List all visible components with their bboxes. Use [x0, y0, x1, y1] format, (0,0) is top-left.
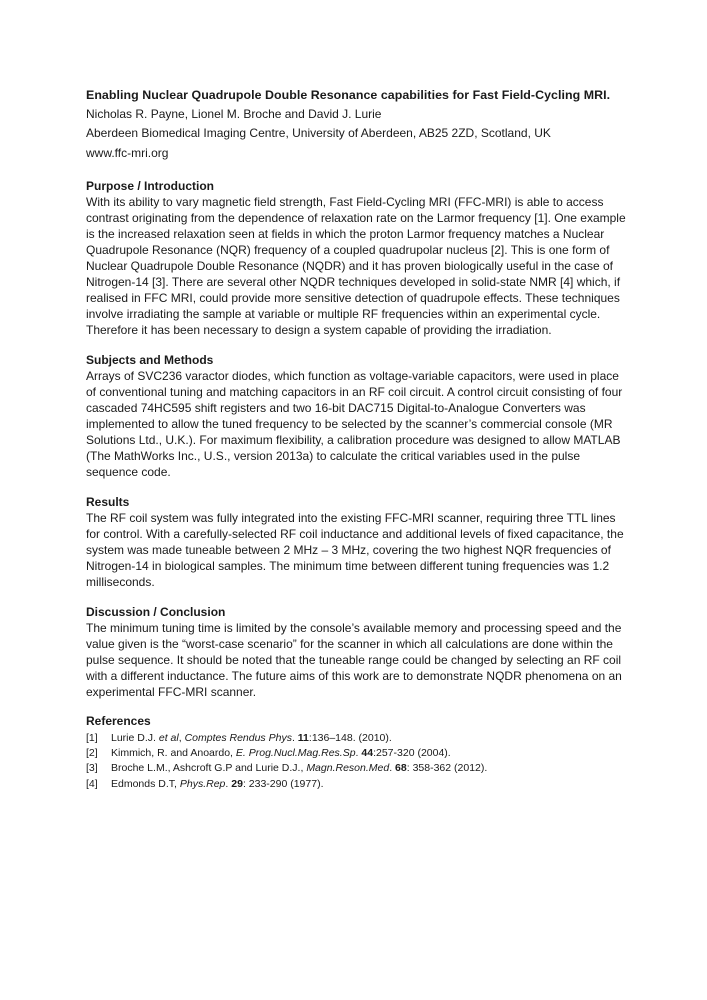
reference-volume: 11: [297, 731, 309, 744]
reference-item: [86, 731, 626, 746]
section-purpose: [86, 178, 626, 338]
reference-journal: Phys.Rep: [179, 777, 226, 790]
reference-text: [111, 761, 626, 776]
reference-number: [4]: [86, 777, 98, 790]
website-link[interactable]: www.ffc-mri.org: [86, 145, 169, 160]
section-heading: Subjects and Methods: [86, 352, 214, 367]
reference-journal: E. Prog.Nucl.Mag.Res.Sp: [235, 747, 356, 760]
reference-text: [111, 731, 626, 746]
section-discussion: [86, 604, 626, 700]
reference-dot: .: [355, 747, 362, 760]
reference-dot: .: [389, 762, 396, 775]
references-heading: References: [86, 713, 151, 728]
reference-number: [3]: [86, 762, 98, 775]
section-body: The minimum tuning time is limited by the console’s available memory and processing speed and the value given is the “worst-case scenario” for the scanner in which all calculations are done within the pulse sequence. It should be noted that the tuneable range could be changed by selecting an RF coil with a different inductance. The future aims of this work are to demonstrate NQDR phenomena on an experimental FFC-MRI scanner.: [86, 620, 622, 699]
abstract-page: [86, 85, 626, 792]
reference-pages: : 233-290 (1977).: [242, 777, 324, 790]
reference-authors: Broche L.M., Ashcroft G.P and Lurie D.J.,: [111, 762, 307, 775]
reference-journal: Magn.Reson.Med: [306, 762, 390, 775]
reference-etal: et al: [158, 731, 179, 744]
references-list: [86, 731, 626, 792]
reference-item: [86, 777, 626, 792]
reference-dot: .: [291, 731, 298, 744]
section-heading: Purpose / Introduction: [86, 178, 214, 193]
reference-pages: :136–148. (2010).: [308, 731, 392, 744]
section-results: [86, 494, 626, 590]
reference-dot: .: [225, 777, 232, 790]
reference-pages: :257-320 (2004).: [373, 747, 451, 760]
section-body: With its ability to vary magnetic field strength, Fast Field-Cycling MRI (FFC-MRI) is able to access contrast originating from the dependence of relaxation rate on the Larmor frequency [1]. One example is the increased relaxation seen at fields in which the proton Larmor frequency matches a Nuclear Quadrupole Resonance (NQR) frequency of a coupled quadrupolar nucleus [2]. This is one form of Nuclear Quadrupole Double Resonance (NQDR) and it has proven biologically useful in the case of Nitrogen-14 [3]. There are several other NQDR techniques developed in solid-state NMR [4] which, if realised in FFC MRI, could provide more sensitive detection of quadrupole effects. These techniques involve irradiating the sample at variable or multiple RF frequencies within an experimental cycle. Therefore it has been necessary to design a system capable of providing the irradiation.: [86, 194, 626, 337]
reference-authors: Edmonds D.T,: [111, 777, 180, 790]
affiliation: Aberdeen Biomedical Imaging Centre, University of Aberdeen, AB25 2ZD, Scotland, UK: [86, 126, 551, 141]
reference-item: [86, 746, 626, 761]
reference-sep: ,: [178, 731, 185, 744]
reference-authors: Lurie D.J.: [111, 731, 159, 744]
section-body: The RF coil system was fully integrated into the existing FFC-MRI scanner, requiring three TTL lines for control. With a carefully-selected RF coil inductance and additional levels of fixed capacitance, the system was made tuneable between 2 MHz – 3 MHz, covering the two highest NQR frequencies of Nitrogen-14 in biological samples. The minimum time between different tuning frequencies was 1.2 milliseconds.: [86, 510, 624, 589]
reference-volume: 29: [231, 777, 243, 790]
page-title: Enabling Nuclear Quadrupole Double Resonance capabilities for Fast Field-Cycling MRI.: [86, 88, 611, 102]
references-section: [86, 713, 626, 792]
reference-pages: : 358-362 (2012).: [406, 762, 488, 775]
section-heading: Results: [86, 494, 130, 509]
reference-item: [86, 761, 626, 776]
authors: Nicholas R. Payne, Lionel M. Broche and David J. Lurie: [86, 107, 382, 121]
reference-number: [1]: [86, 731, 98, 744]
reference-text: [111, 777, 626, 792]
section-heading: Discussion / Conclusion: [86, 604, 226, 619]
reference-volume: 68: [395, 762, 407, 775]
reference-number: [2]: [86, 747, 98, 760]
reference-authors: Kimmich, R. and Anoardo,: [111, 747, 236, 760]
reference-volume: 44: [361, 747, 374, 760]
reference-journal: Comptes Rendus Phys: [184, 731, 292, 744]
section-body: Arrays of SVC236 varactor diodes, which function as voltage-variable capacitors, were used in place of conventional tuning and matching capacitors in an RF coil circuit. A control circuit consisting of four cascaded 74HC595 shift registers and two 16-bit DAC715 Digital-to-Analogue Converters was implemented to allow the tuned frequency to be selected by the scanner’s commercial console (MR Solutions Ltd., U.K.). For maximum flexibility, a calibration procedure was designed to allow MATLAB (The MathWorks Inc., U.S., version 2013a) to calculate the critical variables used in the pulse sequence code.: [86, 368, 623, 479]
reference-text: [111, 746, 626, 761]
section-methods: [86, 352, 626, 480]
